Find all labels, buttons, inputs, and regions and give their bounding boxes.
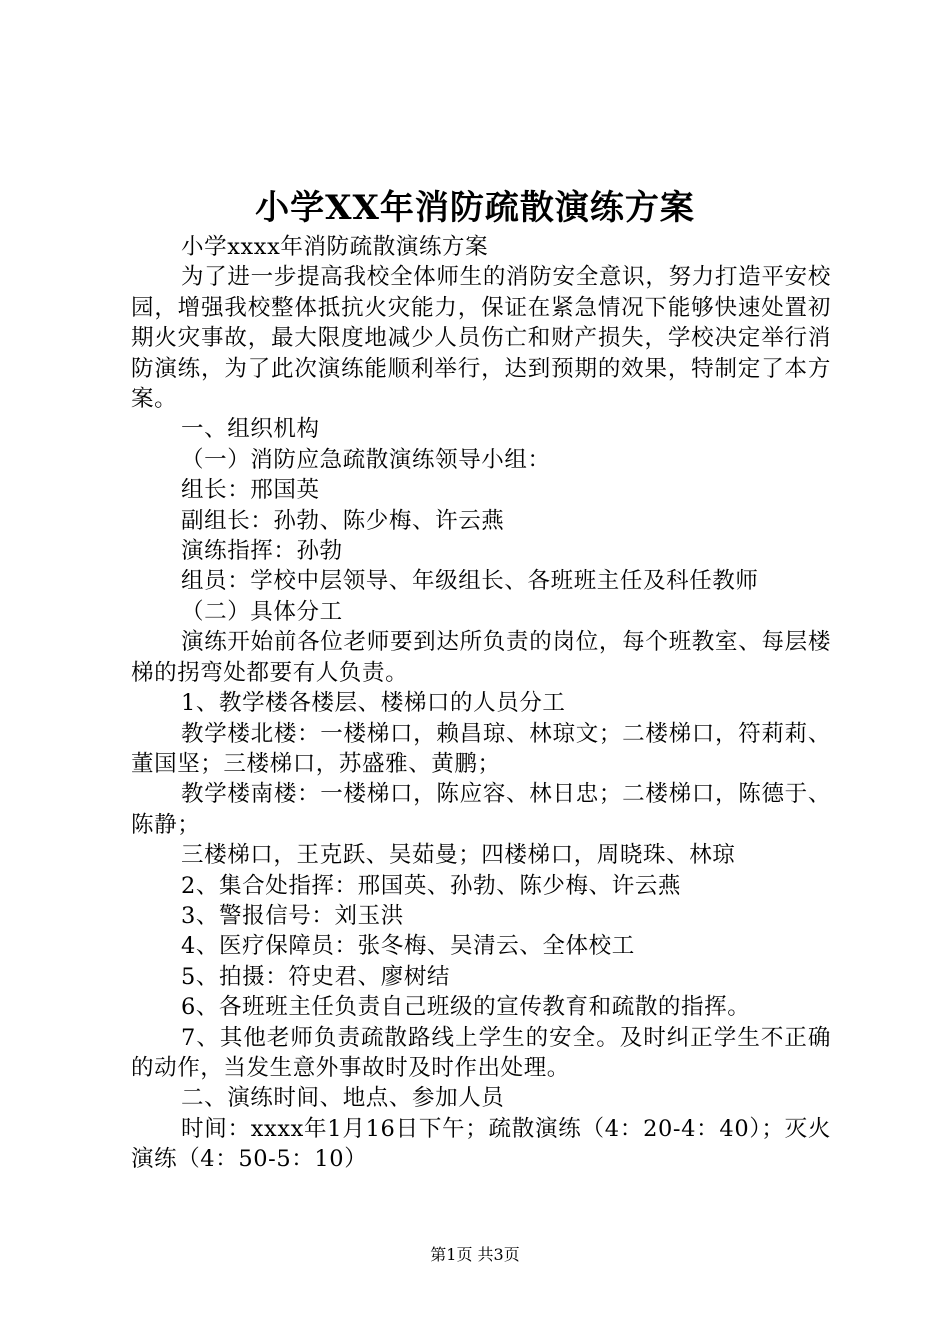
list-item-stairs-assignment: 1、教学楼各楼层、楼梯口的人员分工 [181, 690, 566, 717]
paragraph-drill-commander: 演练指挥：孙勃 [181, 538, 343, 565]
list-item-photography: 5、拍摄：符史君、廖树结 [181, 963, 451, 990]
paragraph-intro: 为了进一步提高我校全体师生的消防安全意识，努力打造平安校园，增强我校整体抵抗火灾能力，保证在紧急情况下能够快速处置初期火灾事故，最大限度地减少人员伤亡和财产损失，学校决定举行消防演练，为了此次演练能顺利举行，达到预期的效果，特制定了本方案。 [131, 264, 831, 413]
list-item-other-teachers: 7、其他老师负责疏散路线上学生的安全。及时纠正学生不正确的动作，当发生意外事故时及时作出处理。 [131, 1024, 831, 1081]
list-item-alarm-signal: 3、警报信号：刘玉洪 [181, 902, 404, 929]
paragraph-subtitle: 小学xxxx年消防疏散演练方案 [181, 234, 489, 260]
heading-time-place: 二、演练时间、地点、参加人员 [181, 1085, 505, 1112]
heading-organization: 一、组织机构 [181, 416, 320, 443]
page-footer: 第1页 共3页 [430, 1245, 520, 1264]
subheading-division-of-work: （二）具体分工 [181, 598, 343, 625]
paragraph-north-building: 教学楼北楼：一楼梯口，赖昌琼、林琼文；二楼梯口，符莉莉、董国坚；三楼梯口，苏盛雅、黄鹏； [131, 720, 831, 777]
list-item-assembly-command: 2、集合处指挥：邢国英、孙勃、陈少梅、许云燕 [181, 872, 682, 899]
paragraph-south-building-upper: 三楼梯口，王克跃、吴茹曼；四楼梯口，周晓珠、林琼 [181, 842, 736, 869]
paragraph-time: 时间：xxxx年1月16日下午；疏散演练（4：20-4：40）；灭火演练（4：50-5：10） [131, 1115, 831, 1173]
list-item-class-teachers: 6、各班班主任负责自己班级的宣传教育和疏散的指挥。 [181, 994, 751, 1021]
subheading-leadership-group: （一）消防应急疏散演练领导小组： [181, 446, 551, 473]
paragraph-posts: 演练开始前各位老师要到达所负责的岗位，每个班教室、每层楼梯的拐弯处都要有人负责。 [131, 629, 831, 686]
paragraph-group-leader: 组长：邢国英 [181, 477, 320, 504]
paragraph-deputy-leader: 副组长：孙勃、陈少梅、许云燕 [181, 507, 505, 534]
list-item-medical: 4、医疗保障员：张冬梅、吴清云、全体校工 [181, 933, 635, 960]
document-title: 小学XX年消防疏散演练方案 [255, 188, 695, 228]
paragraph-south-building: 教学楼南楼：一楼梯口，陈应容、林日忠；二楼梯口，陈德于、陈静； [131, 781, 831, 838]
paragraph-members: 组员：学校中层领导、年级组长、各班班主任及科任教师 [181, 568, 759, 595]
document-body [131, 232, 831, 1175]
